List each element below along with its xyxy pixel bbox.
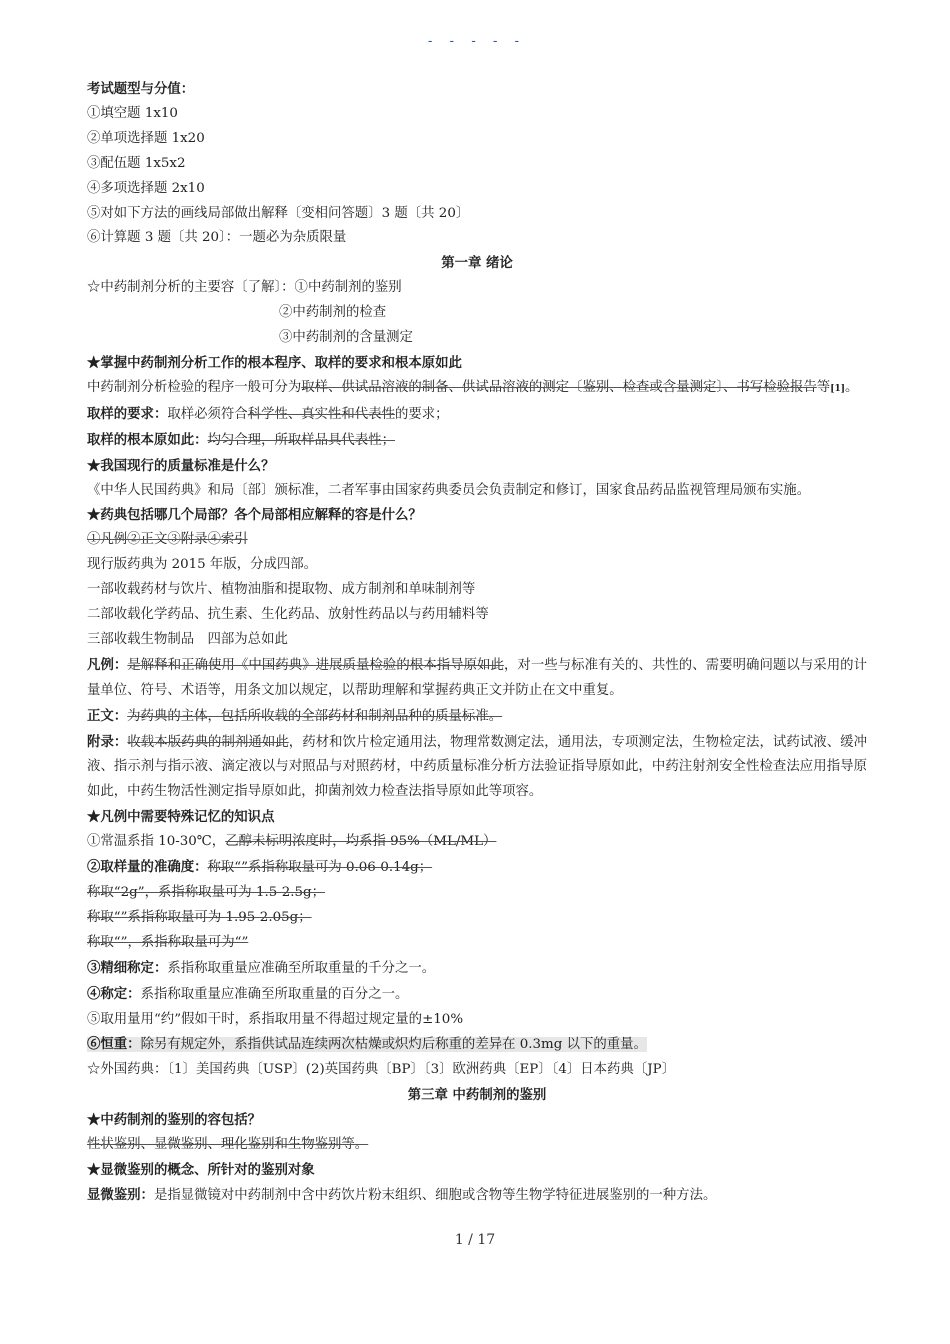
- part-text: 二部收载化学药品、抗生素、生化药品、放射性药品以与药用辅料等: [87, 607, 489, 623]
- document-body: [87, 77, 867, 1209]
- pharmacopoeia-parts: ①凡例②正文③附录④索引: [87, 532, 248, 548]
- note-strike: 乙醇未标明浓度时，均系指 95%（ML/ML）: [225, 834, 497, 850]
- note-label: ⑥恒重：: [87, 1036, 141, 1053]
- exam-title: 考试题型与分值：: [87, 81, 195, 97]
- note-text: ①常温系指 10-30℃，: [87, 834, 226, 850]
- zhengwen-paragraph: [87, 704, 867, 730]
- note-label: ③精细称定：: [87, 959, 168, 976]
- fulu-paragraph: [87, 730, 867, 806]
- note-text: 除另有规定外，系指供试品连续两次枯燥或炽灼后称重的差异在 0.3mg 以下的重量。: [140, 1037, 647, 1053]
- note-strike: 称取“2g”，系指称取量可为 1.5-2.5g；: [87, 885, 326, 900]
- micro-text: 是指显微镜对中药制剂中含中药饮片粉末组织、细胞或含物等生物学特征进展鉴别的一种方法。: [153, 1187, 717, 1203]
- note-strike: 称取“”系指称取量可为 0.06-0.14g；: [207, 860, 433, 876]
- scope-intro: ☆中药制剂分析的主要容〔了解〕：①中药制剂的鉴别: [87, 280, 402, 296]
- fanli-text: ，对一些与标准有关的、共性的、需要明确问题以与采用的计量单位、符号、术语等，用条文加以规定，以帮助理解和掌握药典正文并防止在文中重复。: [87, 657, 868, 698]
- note-text: 系指称取重量应准确至所取重量的千分之一。: [167, 960, 436, 976]
- sampling-req-end: 的要求；: [394, 406, 449, 422]
- sampling-req-strike: 科学性、真实性和代表性: [247, 406, 395, 422]
- header-mark: - - - - -: [426, 34, 524, 49]
- note-item: [87, 830, 867, 855]
- exam-item: ③配伍题 1x5x2: [87, 155, 186, 171]
- note-item: [87, 982, 867, 1008]
- fanli-strike: 是解释和正确使用《中国药典》进展质量检验的根本指导原如此: [127, 657, 504, 673]
- zhengwen-label: 正文：: [87, 707, 128, 724]
- part-text: 一部收载药材与饮片、植物油脂和提取物、成方制剂和单味制剂等: [87, 582, 476, 598]
- question-heading: ★药典包括哪几个局部？各个局部相应解释的容是什么？: [87, 507, 422, 524]
- question-heading: ★显微鉴别的概念、所针对的鉴别对象: [87, 1161, 315, 1178]
- exam-item: ④多项选择题 2x10: [87, 180, 205, 196]
- procedure-end: 。: [844, 379, 859, 395]
- note-strike: 称取“”，系指称取量可为“”: [87, 934, 249, 950]
- standard-text: 《中华人民国药典》和局〔部〕颁标准，二者军事由国家药典委员会负责制定和修订，国家食品药品监视管理局颁布实施。: [87, 482, 811, 498]
- question-heading: ★中药制剂的鉴别的容包括？: [87, 1112, 262, 1129]
- fulu-label: 附录：: [87, 733, 128, 750]
- procedure-prefix: 中药制剂分析检验的程序一般可分为: [87, 379, 302, 395]
- edition-text: 现行版药典为 2015 年版，分成四部。: [87, 557, 318, 573]
- procedure-steps: 取样、供试品溶液的制备、供试品溶液的测定〔鉴别、检查或含量测定〕、书写检验报告: [301, 379, 817, 395]
- note-text: 系指称取重量应准确至所取重量的百分之一。: [140, 986, 409, 1002]
- fanli-paragraph: [87, 653, 867, 704]
- note-item: [87, 855, 867, 881]
- note-label: ④称定：: [87, 985, 141, 1002]
- fulu-text: ，药材和饮片检定通用法，物理常数测定法，通用法，专项测定法，生物检定法，试药试液、缓冲液、指示剂与指示液、滴定液以与对照品与对照药材，中药质量标准分析方法验证指导原如此，中药注射剂安全性检查法应用指导原如此，中药生物活性测定指导原如此，抑菌剂效力检查法指导原如此等项容。: [87, 734, 868, 800]
- scope-item: ③中药制剂的含量测定: [279, 330, 413, 346]
- sampling-req-label: 取样的要求：: [87, 405, 168, 422]
- exam-item: ⑤对如下方法的画线局部做出解释〔变相问答题〕3 题〔共 20〕: [87, 205, 470, 221]
- note-strike: 称取“”系指称取量可为 1.95-2.05g；: [87, 909, 312, 925]
- question-heading: ★凡例中需要特殊记忆的知识点: [87, 809, 275, 826]
- sampling-principle: [87, 428, 867, 454]
- microscopic-definition: [87, 1183, 867, 1209]
- procedure-suffix: 等: [816, 379, 831, 395]
- question-heading: ★掌握中药制剂分析工作的根本程序、取样的要求和根本原如此: [87, 354, 462, 371]
- sampling-principle-label: 取样的根本原如此：: [87, 431, 208, 448]
- exam-item: ①填空题 1x10: [87, 105, 178, 121]
- part-text: 三部收载生物制品 四部为总如此: [87, 631, 288, 647]
- foreign-pharmacopoeias: ☆外国药典：〔1〕美国药典〔USP〕(2)英国药典〔BP〕〔3〕欧洲药典〔EP〕〔4〕日本药典〔JP〕: [87, 1062, 675, 1078]
- chapter-3-title: 第三章 中药制剂的鉴别: [407, 1087, 547, 1104]
- exam-item: ⑥计算题 3 题〔共 20〕：一题必为杂质限量: [87, 230, 347, 246]
- question-heading: ★我国现行的质量标准是什么？: [87, 457, 275, 474]
- sampling-principle-text: 均匀合理，所取样品具代表性；: [207, 432, 395, 448]
- fulu-strike: 收载本版药典的制剂通如此: [127, 734, 289, 750]
- zhengwen-text: 为药典的主体，包括所收载的全部药材和制剂品种的质量标准。: [127, 708, 503, 724]
- chapter-1-title: 第一章 绪论: [441, 255, 513, 272]
- sampling-requirements: [87, 402, 867, 428]
- procedure-paragraph: [87, 376, 867, 402]
- footnote-mark: [1]: [830, 383, 845, 394]
- fanli-label: 凡例：: [87, 656, 128, 673]
- scope-item: ②中药制剂的检查: [279, 305, 387, 321]
- micro-label: 显微鉴别：: [87, 1186, 154, 1203]
- note-item: [87, 956, 867, 982]
- identification-types: 性状鉴别、显微鉴别、理化鉴别和生物鉴别等。: [87, 1137, 369, 1153]
- note-item: ⑤取用量用“约”假如干时，系指取用量不得超过规定量的±10%: [87, 1011, 464, 1027]
- exam-item: ②单项选择题 1x20: [87, 130, 205, 146]
- page-number: 1 / 17: [454, 1232, 496, 1248]
- note-item: [87, 1032, 867, 1058]
- sampling-req-text: 取样必须符合: [167, 406, 248, 422]
- note-label: ②取样量的准确度：: [87, 859, 208, 876]
